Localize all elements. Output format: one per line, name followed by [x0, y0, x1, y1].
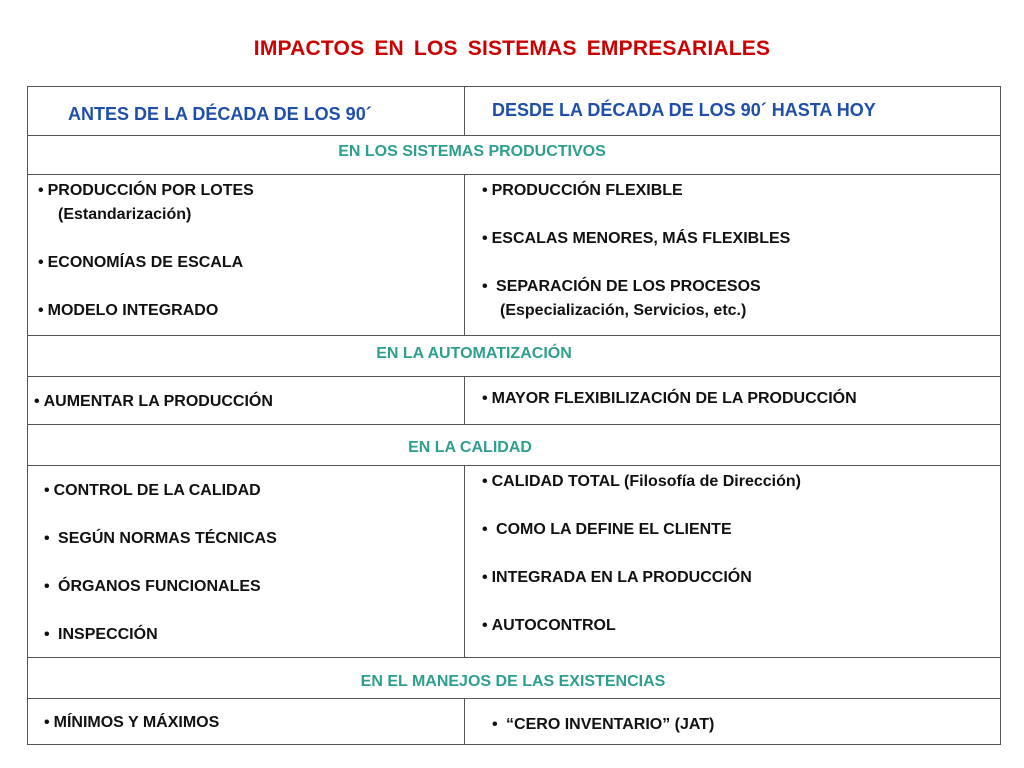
table-divider	[27, 335, 1001, 336]
bullet-icon: •	[482, 569, 488, 586]
bullet-icon: •	[482, 617, 488, 634]
section-heading-productive-systems: EN LOS SISTEMAS PRODUCTIVOS	[338, 143, 606, 160]
page-title: IMPACTOS EN LOS SISTEMAS EMPRESARIALES	[253, 37, 771, 60]
list-item-text: AUTOCONTROL	[491, 617, 616, 634]
table-divider	[27, 657, 1001, 658]
cell-productive-since	[482, 182, 992, 332]
list-item	[482, 230, 790, 248]
list-item	[44, 578, 261, 596]
bullet-icon: •	[44, 626, 50, 643]
section-heading-quality: EN LA CALIDAD	[408, 439, 532, 456]
list-item-note: (Estandarización)	[58, 206, 192, 223]
header-before-90s: ANTES DE LA DÉCADA DE LOS 90´	[68, 104, 372, 124]
list-item	[34, 393, 273, 411]
bullet-icon: •	[44, 578, 50, 595]
list-item	[38, 182, 254, 200]
list-item	[492, 716, 714, 734]
list-item-text: AUMENTAR LA PRODUCCIÓN	[43, 393, 273, 410]
bullet-icon: •	[482, 278, 488, 295]
bullet-icon: •	[44, 714, 50, 731]
header-since-90s: DESDE LA DÉCADA DE LOS 90´ HASTA HOY	[492, 100, 876, 120]
list-item	[44, 530, 277, 548]
list-item	[44, 626, 158, 644]
list-item	[44, 482, 261, 500]
bullet-icon: •	[44, 482, 50, 499]
cell-productive-before	[38, 182, 458, 332]
table-divider	[27, 376, 1001, 377]
list-item-text: INSPECCIÓN	[53, 626, 158, 643]
section-heading-inventory: EN EL MANEJOS DE LAS EXISTENCIAS	[360, 673, 666, 690]
table-divider	[27, 465, 1001, 466]
bullet-icon: •	[44, 530, 50, 547]
list-item	[482, 473, 801, 491]
bullet-icon: •	[482, 230, 488, 247]
list-item	[482, 182, 683, 200]
list-item-text: CALIDAD TOTAL (Filosofía de Dirección)	[491, 473, 801, 490]
column-divider	[464, 465, 465, 657]
list-item	[38, 254, 243, 272]
list-item-text: MODELO INTEGRADO	[47, 302, 219, 319]
list-item-text: CONTROL DE LA CALIDAD	[53, 482, 261, 499]
list-item	[482, 278, 761, 296]
list-item-text: INTEGRADA EN LA PRODUCCIÓN	[491, 569, 752, 586]
list-item	[482, 521, 732, 539]
list-item-note: (Especialización, Servicios, etc.)	[500, 302, 747, 319]
list-item-text: PRODUCCIÓN FLEXIBLE	[491, 182, 683, 199]
list-item-text: MAYOR FLEXIBILIZACIÓN DE LA PRODUCCIÓN	[491, 390, 857, 407]
list-item	[482, 617, 616, 635]
column-divider	[464, 698, 465, 745]
cell-quality-since	[482, 473, 992, 653]
bullet-icon: •	[482, 521, 488, 538]
list-item-text: ECONOMÍAS DE ESCALA	[47, 254, 244, 271]
bullet-icon: •	[34, 393, 40, 410]
list-item-text: “CERO INVENTARIO” (JAT)	[501, 716, 715, 733]
table-divider	[27, 135, 1001, 136]
table-divider	[27, 698, 1001, 699]
list-item-text: MÍNIMOS Y MÁXIMOS	[53, 714, 220, 731]
column-divider	[464, 174, 465, 335]
section-heading-automation: EN LA AUTOMATIZACIÓN	[376, 345, 572, 362]
bullet-icon: •	[38, 254, 44, 271]
bullet-icon: •	[38, 182, 44, 199]
list-item-text: COMO LA DEFINE EL CLIENTE	[491, 521, 732, 538]
table-divider	[27, 424, 1001, 425]
list-item	[482, 569, 752, 587]
list-item	[482, 390, 857, 408]
bullet-icon: •	[38, 302, 44, 319]
cell-quality-before	[44, 482, 459, 652]
bullet-icon: •	[492, 716, 498, 733]
bullet-icon: •	[482, 182, 488, 199]
column-divider	[464, 86, 465, 135]
list-item-text: SEPARACIÓN DE LOS PROCESOS	[491, 278, 761, 295]
list-item	[38, 302, 218, 320]
list-item-text: PRODUCCIÓN POR LOTES	[47, 182, 254, 199]
bullet-icon: •	[482, 390, 488, 407]
table-divider	[27, 174, 1001, 175]
list-item-text: SEGÚN NORMAS TÉCNICAS	[53, 530, 277, 547]
list-item-text: ÓRGANOS FUNCIONALES	[53, 578, 261, 595]
list-item	[44, 714, 219, 732]
list-item-text: ESCALAS MENORES, MÁS FLEXIBLES	[491, 230, 791, 247]
bullet-icon: •	[482, 473, 488, 490]
column-divider	[464, 376, 465, 424]
